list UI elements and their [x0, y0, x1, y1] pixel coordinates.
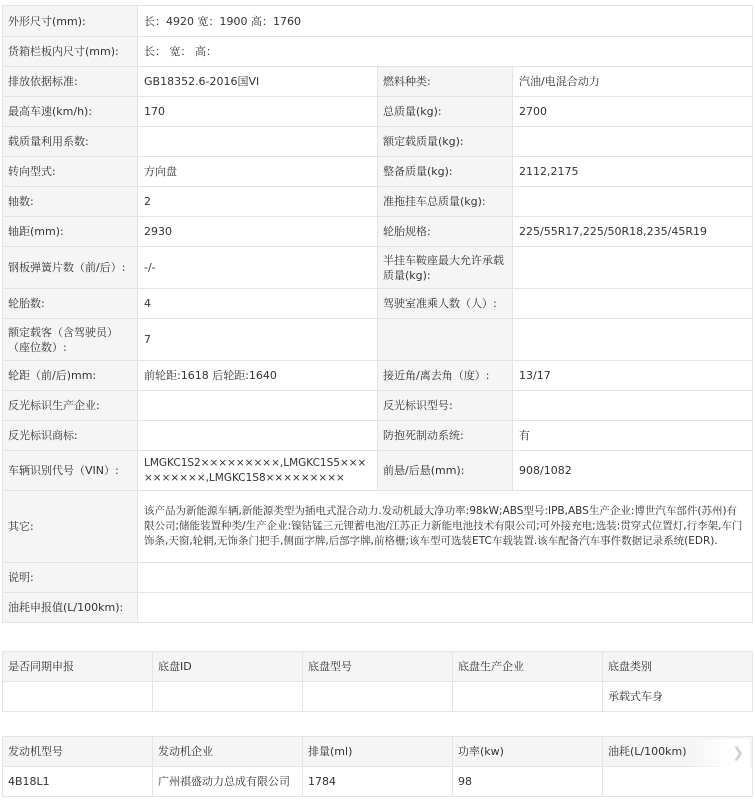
- spec-row: [3, 157, 753, 187]
- trailer-label: 准拖挂车总质量(kg):: [378, 187, 513, 217]
- rated-load-value: [513, 127, 753, 157]
- spec-row: [3, 421, 753, 451]
- steering-label: 转向型式:: [3, 157, 138, 187]
- spec-row: [3, 289, 753, 319]
- abs-label: 防抱死制动系统:: [378, 421, 513, 451]
- seats-empty-label: [378, 319, 513, 361]
- track-value: 前轮距:1618 后轮距:1640: [138, 361, 378, 391]
- chassis-table: [2, 651, 753, 712]
- spec-row: [3, 67, 753, 97]
- overhang-label: 前悬/后悬(mm):: [378, 451, 513, 491]
- spec-row: [3, 127, 753, 157]
- consumption-value: [138, 593, 753, 623]
- chassis-cell: [453, 682, 603, 712]
- reflect-model-value: [513, 391, 753, 421]
- engine-cell: 98: [453, 767, 603, 797]
- emission-label: 排放依据标准:: [3, 67, 138, 97]
- cab-value: [513, 289, 753, 319]
- emission-value: GB18352.6-2016国VI: [138, 67, 378, 97]
- tire-label: 轮胎规格:: [378, 217, 513, 247]
- total-mass-label: 总质量(kg):: [378, 97, 513, 127]
- spec-table: [2, 5, 753, 623]
- spec-row: [3, 247, 753, 289]
- tires-count-value: 4: [138, 289, 378, 319]
- wheelbase-label: 轴距(mm):: [3, 217, 138, 247]
- angle-label: 接近角/离去角（度）:: [378, 361, 513, 391]
- trailer-value: [513, 187, 753, 217]
- consumption-label: 油耗申报值(L/100km):: [3, 593, 138, 623]
- spec-row: [3, 217, 753, 247]
- curb-label: 整备质量(kg):: [378, 157, 513, 187]
- spec-row: [3, 563, 753, 593]
- seats-value: 7: [138, 319, 378, 361]
- cab-label: 驾驶室准乘人数（人）:: [378, 289, 513, 319]
- cargo-label: 货箱栏板内尺寸(mm):: [3, 37, 138, 67]
- fuel-value: 汽油/电混合动力: [513, 67, 753, 97]
- other-value: 该产品为新能源车辆,新能源类型为插电式混合动力.发动机最大净功率:98kW;ABS型号:IPB,ABS生产企业:博世汽车部件(苏州)有限公司;储能装置种类/生产企业:镍钴锰三元锂蓄电池/江苏正力新能电池技术有限公司;可外接充电;选装:贯穿式位置灯,行李架,车门饰条,天窗,轮辋,无饰条门把手,侧面字牌,后部字牌,前格栅;该车型可选装ETC车载装置.该车配备汽车事件数据记录系统(EDR).: [138, 491, 753, 563]
- engine-header: 功率(kw): [453, 737, 603, 767]
- chassis-cell: 承载式车身: [603, 682, 753, 712]
- reflect-maker-value: [138, 391, 378, 421]
- chassis-cell: [303, 682, 453, 712]
- spec-row: [3, 6, 753, 37]
- engine-header: 油耗(L/100km): [603, 737, 753, 767]
- engine-header: 排量(ml): [303, 737, 453, 767]
- abs-value: 有: [513, 421, 753, 451]
- engine-header: 发动机企业: [153, 737, 303, 767]
- spring-label: 钢板弹簧片数（前/后）:: [3, 247, 138, 289]
- spec-row: [3, 593, 753, 623]
- spec-row: [3, 187, 753, 217]
- load-util-label: 载质量利用系数:: [3, 127, 138, 157]
- engine-cell: [603, 767, 753, 797]
- engine-header: 发动机型号: [3, 737, 153, 767]
- spec-row: [3, 37, 753, 67]
- spec-row: [3, 97, 753, 127]
- engine-table: [2, 736, 753, 797]
- tires-count-label: 轮胎数:: [3, 289, 138, 319]
- chassis-cell: [3, 682, 153, 712]
- engine-row: [3, 767, 753, 797]
- spec-row: [3, 451, 753, 491]
- engine-cell: 广州祺盛动力总成有限公司: [153, 767, 303, 797]
- total-mass-value: 2700: [513, 97, 753, 127]
- saddle-value: [513, 247, 753, 289]
- overhang-value: 908/1082: [513, 451, 753, 491]
- reflect-brand-label: 反光标识商标:: [3, 421, 138, 451]
- seats-label: 额定载客（含驾驶员）（座位数）:: [3, 319, 138, 361]
- vin-label: 车辆识别代号（VIN）:: [3, 451, 138, 491]
- spec-row: [3, 391, 753, 421]
- load-util-value: [138, 127, 378, 157]
- tire-value: 225/55R17,225/50R18,235/45R19: [513, 217, 753, 247]
- dims-value: 长：4920 宽：1900 高：1760: [138, 6, 753, 37]
- dims-label: 外形尺寸(mm):: [3, 6, 138, 37]
- track-label: 轮距（前/后)mm:: [3, 361, 138, 391]
- engine-cell: 4B18L1: [3, 767, 153, 797]
- steering-value: 方向盘: [138, 157, 378, 187]
- chassis-header-row: [3, 652, 753, 682]
- rated-load-label: 额定载质量(kg):: [378, 127, 513, 157]
- engine-header-row: [3, 737, 753, 767]
- chassis-header: 是否同期申报: [3, 652, 153, 682]
- reflect-brand-value: [138, 421, 378, 451]
- chassis-header: 底盘生产企业: [453, 652, 603, 682]
- spring-value: -/-: [138, 247, 378, 289]
- axles-value: 2: [138, 187, 378, 217]
- vin-value: LMGKC1S2×××××××××,LMGKC1S5××××××××××,LMGKC1S8×××××××××: [138, 451, 378, 491]
- speed-value: 170: [138, 97, 378, 127]
- axles-label: 轴数:: [3, 187, 138, 217]
- spec-row: [3, 319, 753, 361]
- reflect-maker-label: 反光标识生产企业:: [3, 391, 138, 421]
- chassis-cell: [153, 682, 303, 712]
- chassis-header: 底盘类别: [603, 652, 753, 682]
- spec-row: [3, 361, 753, 391]
- saddle-label: 半挂车鞍座最大允许承载质量(kg):: [378, 247, 513, 289]
- note-label: 说明:: [3, 563, 138, 593]
- wheelbase-value: 2930: [138, 217, 378, 247]
- seats-empty-value: [513, 319, 753, 361]
- chassis-header: 底盘型号: [303, 652, 453, 682]
- spec-row: [3, 491, 753, 563]
- note-value: [138, 563, 753, 593]
- other-label: 其它:: [3, 491, 138, 563]
- right-chevron-arrow-icon: ❯: [732, 745, 744, 761]
- reflect-model-label: 反光标识型号:: [378, 391, 513, 421]
- cargo-value: 长： 宽： 高：: [138, 37, 753, 67]
- engine-cell: 1784: [303, 767, 453, 797]
- chassis-row: [3, 682, 753, 712]
- chassis-header: 底盘ID: [153, 652, 303, 682]
- angle-value: 13/17: [513, 361, 753, 391]
- fuel-label: 燃料种类:: [378, 67, 513, 97]
- curb-value: 2112,2175: [513, 157, 753, 187]
- speed-label: 最高车速(km/h):: [3, 97, 138, 127]
